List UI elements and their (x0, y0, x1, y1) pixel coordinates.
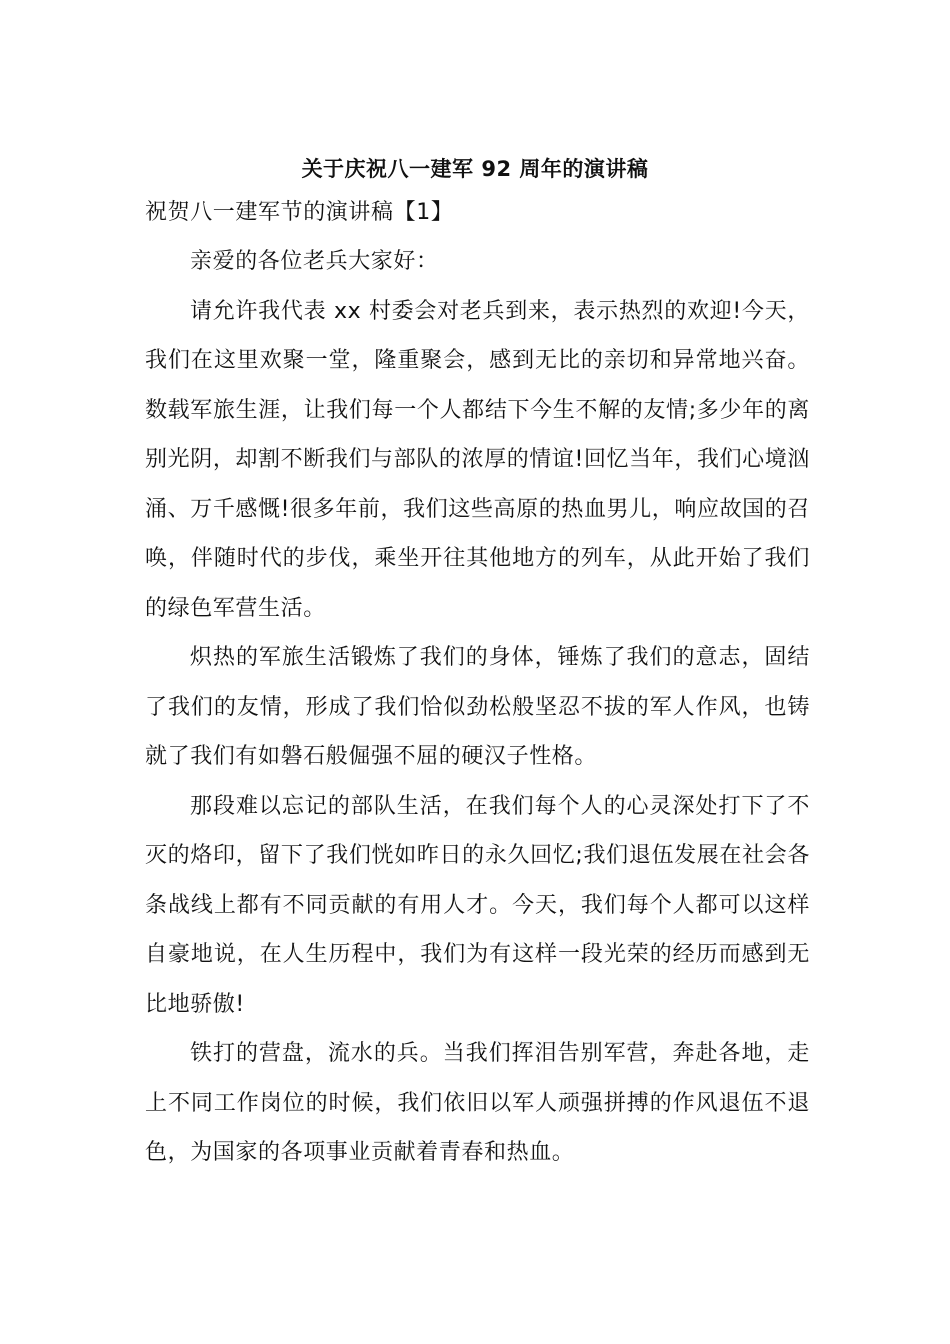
document-title: 关于庆祝八一建军 92 周年的演讲稿 (301, 157, 649, 181)
body-paragraph-3: 那段难以忘记的部队生活，在我们每个人的心灵深处打下了不灭的烙印，留下了我们恍如昨日的永久回忆;我们退伍发展在社会各条战线上都有不同贡献的有用人才。今天，我们每个人都可以这样自豪地说，在人生历程中，我们为有这样一段光荣的经历而感到无比地骄傲! (145, 793, 810, 1017)
greeting-paragraph: 亲爱的各位老兵大家好： (190, 249, 439, 274)
body-paragraph-2: 炽热的军旅生活锻炼了我们的身体，锤炼了我们的意志，固结了我们的友情，形成了我们恰似劲松般坚忍不拔的军人作风，也铸就了我们有如磐石般倔强不屈的硬汉子性格。 (145, 645, 810, 769)
document-subtitle: 祝贺八一建军节的演讲稿【1】 (145, 200, 454, 225)
document-body (145, 188, 810, 1178)
body-paragraph-1: 请允许我代表 xx 村委会对老兵到来，表示热烈的欢迎!今天，我们在这里欢聚一堂，隆重聚会，感到无比的亲切和异常地兴奋。数载军旅生涯，让我们每一个人都结下今生不解的友情;多少年的离别光阴，却割不断我们与部队的浓厚的情谊!回忆当年，我们心境汹涌、万千感慨!很多年前，我们这些高原的热血男儿，响应故国的召唤，伴随时代的步伐，乘坐开往其他地方的列车，从此开始了我们的绿色军营生活。 (145, 298, 810, 621)
body-paragraph-4: 铁打的营盘，流水的兵。当我们挥泪告别军营，奔赴各地，走上不同工作岗位的时候，我们依旧以军人顽强拼搏的作风退伍不退色，为国家的各项事业贡献着青春和热血。 (145, 1041, 810, 1165)
